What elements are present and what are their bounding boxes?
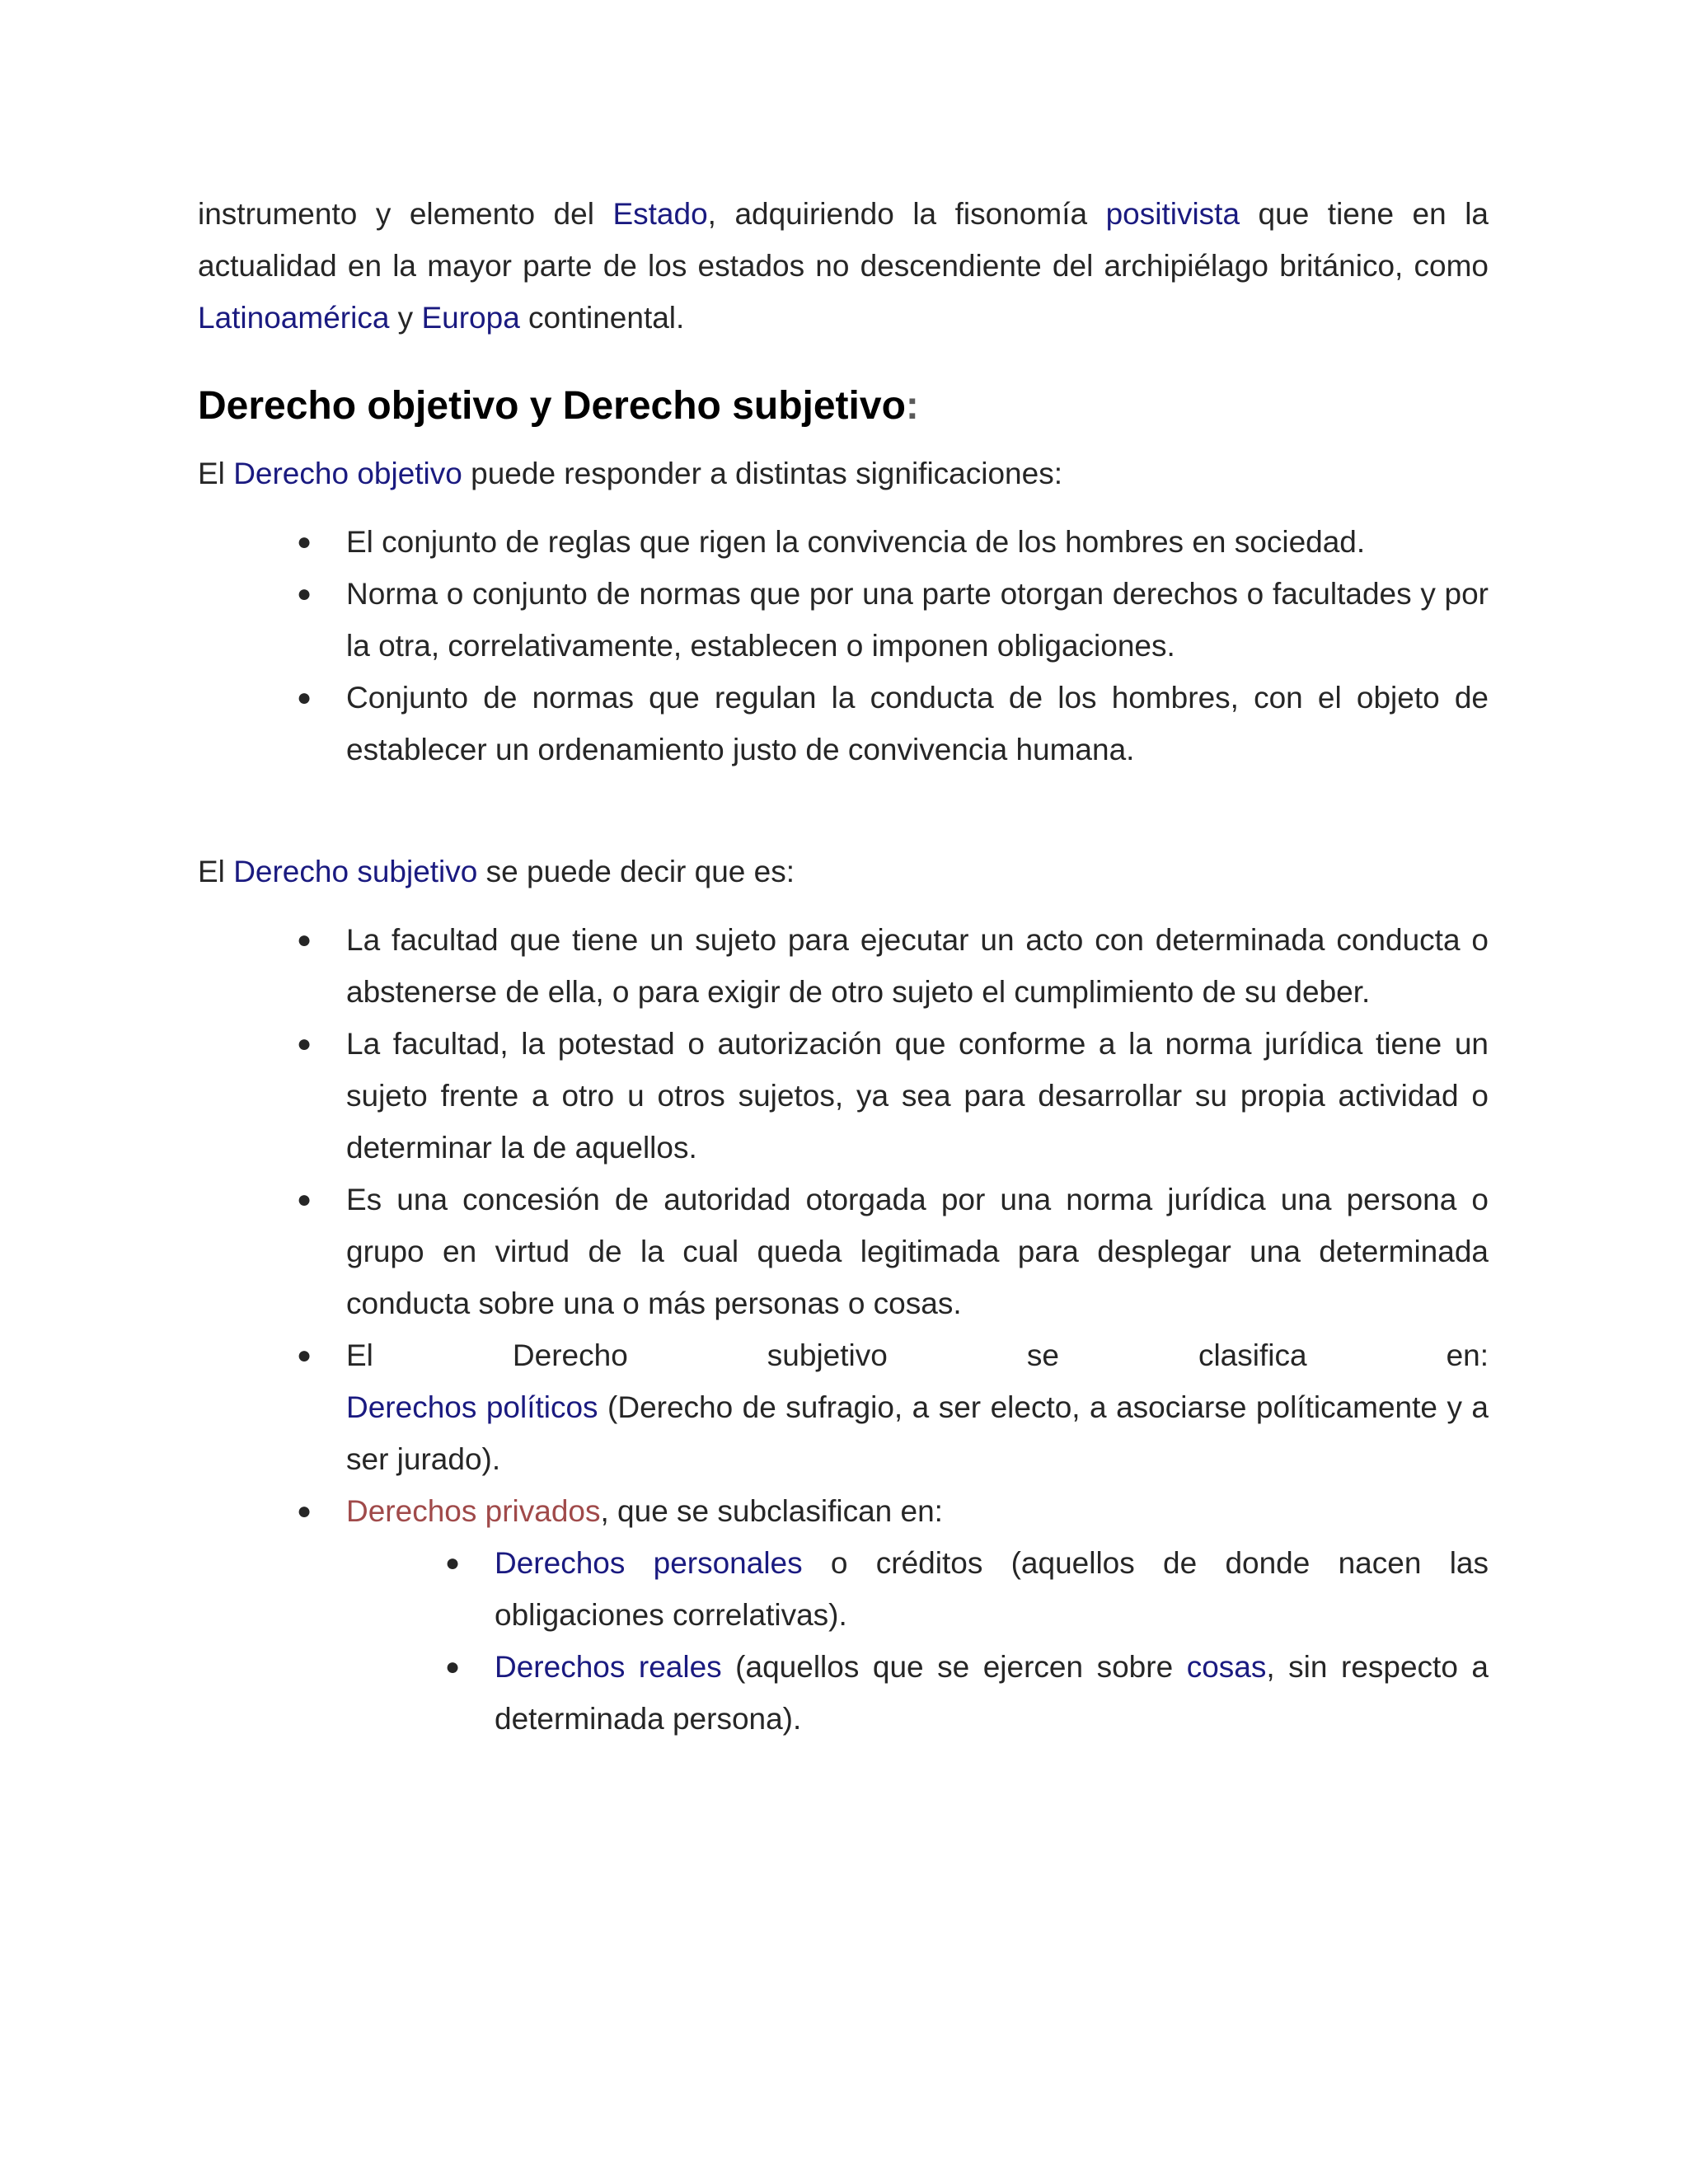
- document-page: [198, 188, 1489, 1745]
- clasifica-word: subjetivo: [767, 1338, 888, 1372]
- link-derechos-privados[interactable]: Derechos privados: [346, 1494, 601, 1528]
- link-derechos-reales[interactable]: Derechos reales: [495, 1650, 722, 1684]
- subjetivo-list: [198, 914, 1489, 1745]
- intro-text: instrumento y elemento del: [198, 197, 613, 231]
- privados-sublist: [346, 1537, 1489, 1745]
- objetivo-post: puede responder a distintas significaciones:: [462, 457, 1062, 490]
- list-item-text: La facultad que tiene un sujeto para ejecutar un acto con determinada conducta o abstenerse de ella, o para exigir de otro sujeto el cumplimiento de su deber.: [346, 923, 1489, 1009]
- list-item: [297, 516, 1489, 568]
- sublist-item: [445, 1641, 1489, 1745]
- bullet-icon: ●: [297, 1186, 312, 1213]
- bullet-icon: ●: [297, 684, 312, 711]
- section-heading: [198, 382, 1489, 431]
- list-item: [297, 672, 1489, 776]
- clasifica-word: en:: [1446, 1338, 1489, 1372]
- link-derecho-objetivo[interactable]: Derecho objetivo: [233, 457, 462, 490]
- reales-text: (aquellos que se ejercen sobre: [721, 1650, 1187, 1684]
- politicos-text-block: [346, 1381, 1489, 1485]
- intro-text: y: [389, 301, 422, 335]
- bullet-icon: ●: [445, 1549, 461, 1577]
- subjetivo-intro: [198, 846, 1489, 898]
- list-item: [297, 1174, 1489, 1329]
- link-cosas[interactable]: cosas: [1186, 1650, 1267, 1684]
- list-item-text: Norma o conjunto de normas que por una parte otorgan derechos o facultades y por la otra, correlativamente, establecen o imponen obligaciones.: [346, 577, 1489, 663]
- clasifica-word: se: [1026, 1338, 1059, 1372]
- intro-text: continental.: [519, 301, 685, 335]
- list-item-text: La facultad, la potestad o autorización que conforme a la norma jurídica tiene un sujeto frente a otro u otros sujetos, ya sea para desarrollar su propia actividad o determinar la de aquellos.: [346, 1027, 1489, 1165]
- link-europa[interactable]: Europa: [421, 301, 520, 335]
- list-item-text: Es una concesión de autoridad otorgada por una norma jurídica una persona o grupo en virtud de la cual queda legitimada para desplegar una determinada conducta sobre una o más personas o cosas.: [346, 1183, 1489, 1320]
- clasifica-word: clasifica: [1198, 1338, 1307, 1372]
- bullet-icon: ●: [297, 580, 312, 607]
- objetivo-intro: [198, 448, 1489, 499]
- bullet-icon: ●: [445, 1653, 461, 1680]
- spacer: [198, 776, 1489, 846]
- link-derechos-personales[interactable]: Derechos personales: [495, 1546, 803, 1580]
- list-item-text: Conjunto de normas que regulan la conducta de los hombres, con el objeto de establecer un ordenamiento justo de convivencia humana.: [346, 681, 1489, 766]
- subjetivo-pre: El: [198, 855, 234, 888]
- bullet-icon: ●: [297, 1030, 312, 1057]
- clasifica-line: [346, 1329, 1489, 1381]
- link-latinoamerica[interactable]: Latinoamérica: [198, 301, 390, 335]
- heading-colon: :: [905, 384, 919, 428]
- objetivo-pre: El: [198, 457, 234, 490]
- privados-post: , que se subclasifican en:: [600, 1494, 943, 1528]
- link-derecho-subjetivo[interactable]: Derecho subjetivo: [233, 855, 478, 888]
- bullet-icon: ●: [297, 926, 312, 954]
- intro-paragraph: [198, 188, 1489, 344]
- subjetivo-post: se puede decir que es:: [477, 855, 795, 888]
- personales-text: o créditos (aquellos de donde nacen las obligaciones correlativas).: [495, 1546, 1489, 1632]
- heading-text: Derecho objetivo y Derecho subjetivo: [198, 384, 906, 428]
- reales-text: , sin respecto a determinada persona).: [495, 1650, 1489, 1736]
- list-item: [297, 914, 1489, 1018]
- list-item-privados: [297, 1485, 1489, 1745]
- intro-text: que tiene en la actualidad en la mayor parte de los estados no descendiente del archipiélago británico, como: [198, 197, 1489, 283]
- clasifica-word: El: [346, 1338, 373, 1372]
- bullet-icon: ●: [297, 528, 312, 555]
- clasifica-word: Derecho: [512, 1338, 628, 1372]
- intro-text: , adquiriendo la fisonomía: [707, 197, 1106, 231]
- link-positivista[interactable]: positivista: [1105, 197, 1240, 231]
- sublist-item: [445, 1537, 1489, 1641]
- list-item: [297, 568, 1489, 672]
- list-item: [297, 1018, 1489, 1174]
- objetivo-list: [198, 516, 1489, 776]
- list-item-text: El conjunto de reglas que rigen la convivencia de los hombres en sociedad.: [346, 525, 1366, 559]
- bullet-icon: ●: [297, 1497, 312, 1525]
- politicos-text: (Derecho de sufragio, a ser electo, a asociarse políticamente y a ser jurado).: [346, 1390, 1489, 1476]
- list-item-clasifica: [297, 1329, 1489, 1485]
- link-estado[interactable]: Estado: [612, 197, 708, 231]
- link-derechos-politicos[interactable]: Derechos políticos: [346, 1390, 598, 1424]
- bullet-icon: ●: [297, 1342, 312, 1369]
